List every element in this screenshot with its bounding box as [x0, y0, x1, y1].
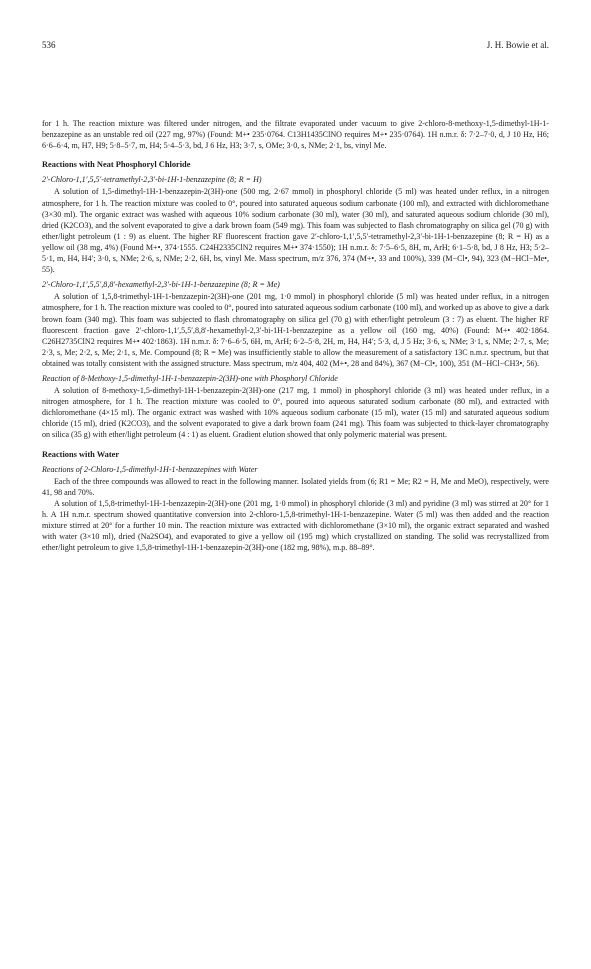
article-body	[42, 118, 549, 553]
section-heading: Reactions with Water	[42, 449, 120, 459]
body-paragraph: A solution of 1,5,8-trimethyl-1H-1-benzazepin-2(3H)-one (201 mg, 1·0 mmol) in phosphoryl chloride (3 ml) and pyridine (3 ml) was stirred at 20° for 1 h. A 1H n.m.r. spectrum showed quantitative conversion into 2-chloro-1,5,8-trimethyl-1H-1-benzazepine. Water (5 ml) was then added and the reaction mixture stirred at 20° for a further 10 min. The reaction mixture was extracted with dichloromethane (3×10 ml), the organic extract separated and washed with water (3×10 ml), dried (Na2SO4), and evaporated to give a yellow oil (195 mg) which crystallized on standing. The solid was recrystallized from ether/light petroleum to give 1,5,8-trimethyl-1H-1-benzazepin-2(3H)-one (182 mg, 98%), m.p. 88–89°.	[42, 498, 549, 553]
body-paragraph: A solution of 1,5-dimethyl-1H-1-benzazepin-2(3H)-one (500 mg, 2·67 mmol) in phosphoryl chloride (5 ml) was heated under reflux, in a nitrogen atmosphere, for 1 h. The reaction mixture was cooled to 0°, poured into saturated aqueous sodium carbonate (100 ml), and extracted with dichloromethane (3×30 ml). The organic extract was washed with aqueous 10% sodium carbonate (30 ml), water (30 ml), and saturated aqueous sodium chloride (30 ml), dried (K2CO3), and the solvent evaporated to give a dark brown foam (549 mg). This foam was subjected to flash chromatography on silica gel (70 g) with ether/light petroleum (1 : 9) as eluent. The higher RF fluorescent fraction gave 2′-chloro-1,1′,5,5′-tetramethyl-2,3′-bi-1H-1-benzazepine (8; R = H) as a yellow oil (38 mg, 4%) (Found M+•, 374·1555. C24H2335ClN2 requires M+• 374·1550); 1H n.m.r. δ: 7·5–6·5, 8H, m, ArH; 6·1–5·8, bd, J 8 Hz, H3; 5·2–5·1, m, H4, H4′; 3·0, s, NMe; 2·6, s, NMe; 2·2, 6H, bs, vinyl Me. Mass spectrum, m/z 376, 374 (M+•, 33 and 100%), 339 (M−Cl•, 94), 323 (M−HCl−Me•, 55).	[42, 187, 549, 275]
subsection-heading: 2′-Chloro-1,1′,5,5′,8,8′-hexamethyl-2,3′-bi-1H-1-benzazepine (8; R = Me)	[42, 280, 280, 290]
subsection-heading: Reaction of 8-Methoxy-1,5-dimethyl-1H-1-benzazepin-2(3H)-one with Phosphoryl Chloride	[42, 373, 338, 383]
subsection-heading: Reactions of 2-Chloro-1,5-dimethyl-1H-1-benzazepines with Water	[42, 464, 258, 474]
body-paragraph: A solution of 8-methoxy-1,5-dimethyl-1H-1-benzazepin-2(3H)-one (217 mg, 1 mmol) in phosphoryl chloride (3 ml) was heated under reflux, in a nitrogen atmosphere, for 1 h. The reaction mixture was cooled to 0°, poured into aqueous saturated sodium carbonate (80 ml), and extracted with dichloromethane (4×15 ml). The organic extract was washed with 10% aqueous sodium carbonate (15 ml), water (15 ml) and saturated aqueous sodium chloride (15 ml), dried (K2CO3), and the solvent evaporated to give a dark brown foam (241 mg). This foam was subjected to thick-layer chromatography on silica (35 g) with ether/light petroleum (4 : 1) as eluent. Gradient elution showed that only polymeric material was present.	[42, 386, 549, 440]
body-paragraph: for 1 h. The reaction mixture was filtered under nitrogen, and the filtrate evaporated under vacuum to give 2-chloro-8-methoxy-1,5-dimethyl-1H-1-benzazepine as an unstable red oil (227 mg, 97%) (Found: M+• 235·0764. C13H1435ClNO requires M+• 235·0764). 1H n.m.r. δ: 7·2–7·0, d, J 10 Hz, H6; 6·6–6·4, m, H7, H9; 5·8–5·7, m, H4; 5·4–5·3, bd, J 6 Hz, H3; 3·7, s, OMe; 3·0, s, NMe; 2·1, bs, vinyl Me.	[42, 119, 549, 151]
running-head: J. H. Bowie et al.	[486, 40, 549, 50]
body-paragraph: A solution of 1,5,8-trimethyl-1H-1-benzazepin-2(3H)-one (201 mg, 1·0 mmol) in phosphoryl chloride (5 ml) was heated under reflux, in a nitrogen atmosphere, for 1 h. The reaction mixture was cooled to 0°, poured into saturated aqueous sodium carbonate (100 ml), and worked up as above to give a dark brown foam (340 mg). This foam was subjected to flash chromatography on silica gel (70 g) with ether/light petroleum (3 : 7) as eluent. The higher RF fluorescent fraction gave 2′-chloro-1,1′,5,5′,8,8′-hexamethyl-2,3′-bi-1H-1-benzazepine as a yellow oil (160 mg, 40%) (Found: M+• 402·1864. C26H2735ClN2 requires M+• 402·1863). 1H n.m.r. δ: 7·6–6·5, 6H, m, ArH; 6·2–5·8, 2H, m, H4, H4′; 5·3, d, J 5 Hz; 3·6, s, NMe; 3·1, s, NMe; 2·7, s, Me; 2·3, s, Me; 2·2, s, Me; 2·1, s, Me. Compound (8; R = Me) was insufficiently stable to allow the measurement of a satisfactory 13C n.m.r. spectrum, but that obtained was totally consistent with the assigned structure. Mass spectrum, m/z 404, 402 (M+•, 28 and 84%), 367 (M−Cl•, 100), 351 (M−HCl−CH3•, 56).	[42, 292, 549, 368]
page-header	[42, 40, 549, 50]
section-heading: Reactions with Neat Phosphoryl Chloride	[42, 160, 191, 170]
body-paragraph: Each of the three compounds was allowed to react in the following manner. Isolated yields from (6; R1 = Me; R2 = H, Me and MeO), respectively, were 41, 98 and 70%.	[42, 476, 549, 497]
page-number: 536	[42, 40, 56, 50]
subsection-heading: 2′-Chloro-1,1′,5,5′-tetramethyl-2,3′-bi-1H-1-benzazepine (8; R = H)	[42, 175, 262, 185]
